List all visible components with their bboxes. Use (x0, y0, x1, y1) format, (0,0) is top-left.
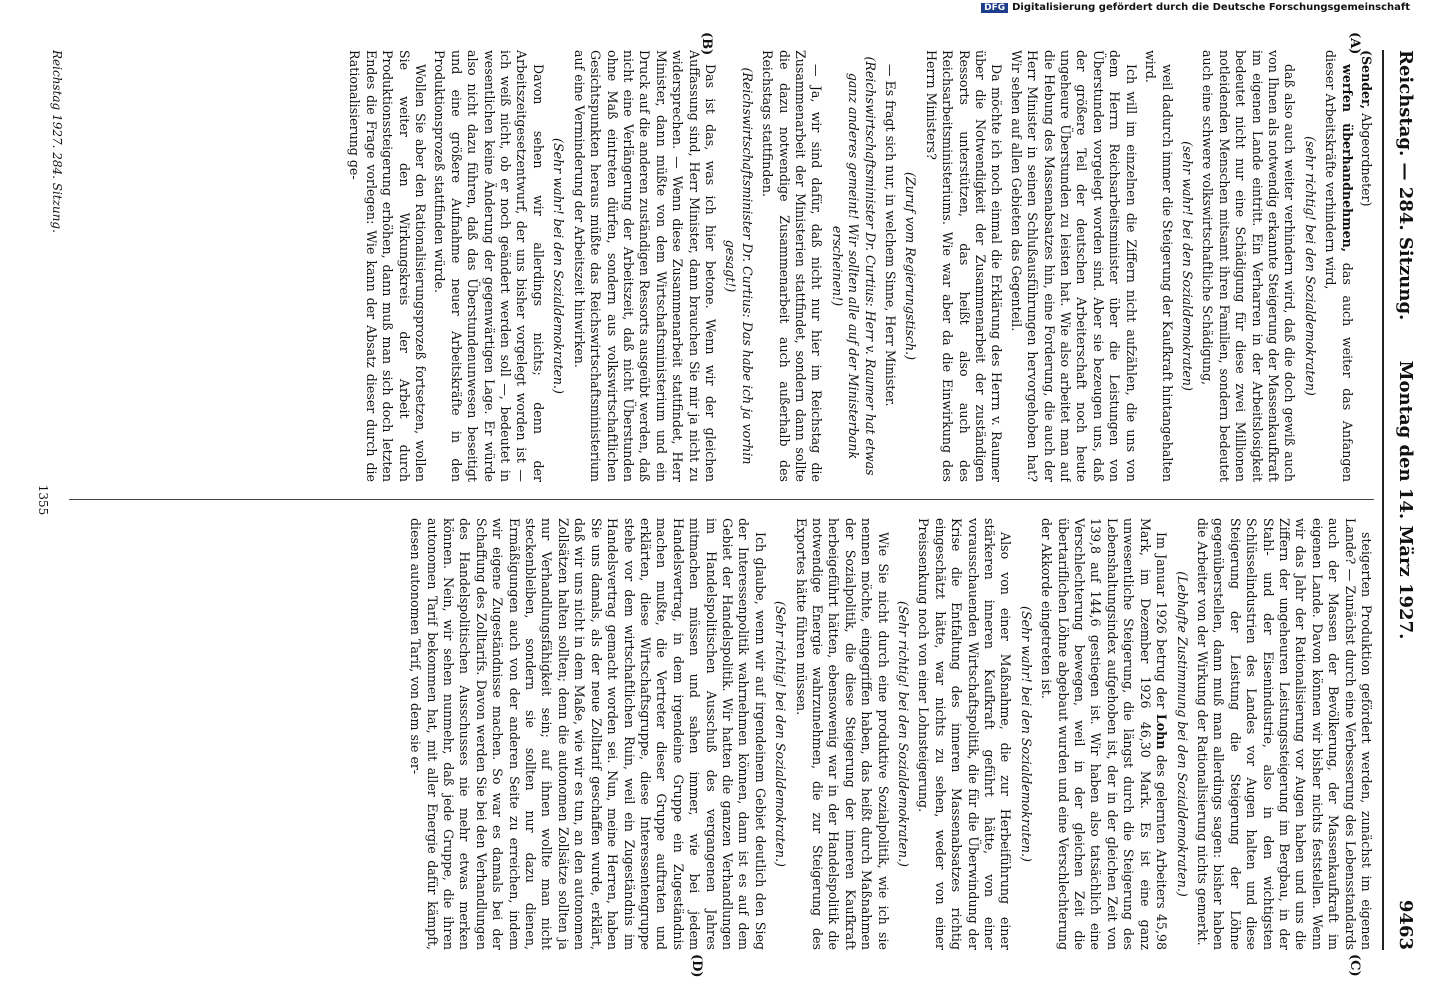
dfg-logo: DFG (981, 3, 1008, 13)
header-page-number: 9463 (1395, 899, 1416, 950)
digitization-text: Digitalisierung gefördert durch die Deutsche Forschungsgemeinschaft (1012, 2, 1410, 13)
interjection: (sehr richtig! bei den Sozialdemokraten) (1302, 136, 1318, 396)
left-text-column (69, 50, 1374, 482)
margin-mark-b: (B) (699, 32, 714, 56)
interjection: (Reichswirtschaftsminister Dr. Curtius: Herr v. Raumer hat etwas ganz anderes gemeint! Wir sollten alle auf der Ministerbank erscheinen!) (829, 56, 878, 476)
speaker-line (1358, 50, 1374, 482)
lead-text: Im Januar 1926 betrug der (1154, 532, 1170, 709)
speaker-name: (Sender, (1359, 50, 1374, 110)
text-paragraph: — Es fragt sich nur, in welchem Sinne, Herr Minister. (883, 64, 899, 407)
text-paragraph: Davon sehen wir allerdings nichts; denn der Arbeitszeitgesetzentwurf, der uns bisher vorgelegt worden ist — ich weiß nicht, ob er noch geändert werden soll —, bedeutet in wesentlichen keine Änderung der gegenwärtigen Lage. Er würde also nicht dazu führen, daß das Überstundenunwesen beseitigt und eine größere Aufnahme neuer Arbeitskräfte in den Produktionsprozeß stattfinden würde. (432, 50, 546, 482)
interjection: (Reichswirtschaftsminister Dr. Curtius: Das habe ich ja vorhin gesagt!) (723, 67, 755, 465)
interjection: (sehr wahr! bei den Sozialdemokraten) (1179, 141, 1195, 391)
margin-mark-d: (D) (689, 954, 704, 978)
text-paragraph: — Ja, wir sind dafür, daß nicht nur hier im Reichstag die Zusammenarbeit der Ministerien stattfindet, sondern dann sollte die dazu notwendige Zusammenarbeit auch außerhalb des Reichstags stattfinden. (760, 50, 825, 482)
interjection: (Sehr richtig! bei den Sozialdemokraten.) (896, 601, 912, 867)
text-paragraph: daß also auch weiter verhindern wird, daß die doch gewiß auch von Ihnen als notwendig erkannte Steigerung der Massenkaufkraft im eigenen Lande eintritt. Ein Verharren in der Arbeitslosigkeit bedeutet nicht nur eine Schädigung für diese zwei Millionen notleidenden Menschen mitsamt ihren Familien, sondern bedeutet auch eine schwere volkswirtschaftliche Schädigung, (1200, 50, 1298, 482)
text-paragraph: Da möchte ich noch einmal die Erklärung des Herrn v. Raumer über die Notwendigkeit der Zusammenarbeit der zuständigen Ressorts unterstützen, das heißt also auch des Reichsarbeitsministeriums. Wie war aber da die Einwirkung des Herrn Ministers? (923, 50, 1005, 482)
header-rule (1382, 50, 1384, 950)
text-paragraph: werfen überhandnehmen, das auch weiter das Anfangen dieser Arbeitskräfte verhindern wird, (1323, 50, 1355, 482)
interjection: (Zuruf vom Regierungstisch.) (903, 171, 919, 361)
interjection: (Sehr wahr! bei den Sozialdemokraten.) (551, 138, 567, 394)
header-center: Montag den 14. März 1927. (1395, 360, 1416, 640)
text-paragraph: Im Januar 1926 betrug der Lohn des gelernten Arbeiters 45,98 Mark, im Dezember 1926 46,30 Mark. Es ist eine ganz unwesentliche Steigerung, die längst durch die Steigerung des Lebenshaltungsindex aufgehoben ist, der in der gleichen Zeit von 139,8 auf 144,6 gestiegen ist. Wir haben also tatsächlich eine Verschlechterung bewegen, weil in der gleichen Zeit die übertariflichen Löhne abgebaut wurden und eine Verschlechterung der Akkorde eingetreten ist. (1039, 518, 1170, 950)
speaker-role: Abgeordneter) (1359, 113, 1374, 207)
interjection: (Sehr wahr! bei den Sozialdemokraten.) (1018, 606, 1034, 862)
interjection: (Sehr richtig! bei den Sozialdemokraten.) (773, 601, 789, 867)
column-divider (69, 499, 1374, 500)
text-paragraph: Ich will im einzelnen die Ziffern nicht aufzählen, die uns von dem Herrn Reichsarbeitsminister über die Leistungen von Überstunden vorgelegt worden sind. Aber sie bezeugen uns, daß der größere Teil der deutschen Arbeiterschaft noch heute ungeheure Überstunden zu leisten hat. Wie also arbeitet man auf die Hebung des Massenabsatzes hin, eine Forderung, die auch der Herr Minister in seinen Schlußausführungen hervorgehoben hat? Wir sehen auf allen Gebieten das Gegenteil. (1008, 50, 1139, 482)
header-left: Reichstag. — 284. Sitzung. (1395, 50, 1416, 321)
text-paragraph: steigerten Produktion gefördert werden, zunächst im eigenen Lande? — Zunächst durch eine Verbesserung des Lebensstandards auch der Massen der Bevölkerung, der Massenkaufkraft im eigenen Lande. Davon können wir bisher nichts feststellen. Wenn wir das Jahr der Rationalisierung vor Augen haben und uns die Ziffern der ungeheuren Leistungssteigerung im Bergbau, in der Stahl- und der Eisenindustrie, also in den wichtigsten Schlüsselindustrien des Landes vor Augen halten und diese Steigerung der Leistung die Steigerung der Löhne gegenüberstellen, dann muß man allerdings sagen: bisher haben die Arbeiter von der Wirkung der Rationalisierung nichts gemerkt. (1194, 518, 1374, 950)
text-paragraph: weil dadurch immer die Steigerung der Kaufkraft hintangehalten wird. (1143, 50, 1175, 482)
text-paragraph: Das ist das, was ich hier betone. Wenn wir der gleichen Auffassung sind, Herr Minister, dann brauchen Sie mir ja nicht zu widersprechen. — Wenn diese Zusammenarbeit stattfindet, Herr Minister, dann müßte von dem Wirtschaftsministerium und ein Druck auf die anderen zuständigen Ressorts ausgeübt werden, daß nicht eine Verlängerung der Arbeitszeit, daß nicht Überstunden ohne Maß eintreten dürfen, sondern aus volkswirtschaftlichen Gesichtspunkten heraus müßte das Reichswirtschaftsministerium auf eine Verminderung der Arbeitszeit hinwirken. (571, 50, 718, 482)
text-paragraph: Also von einer Maßnahme, die zur Herbeiführung einer stärkeren inneren Kaufkraft geführt hätte, von einer vorausschauenden Wirtschaftspolitik, die für die Überwindung der Krise die Entfaltung des inneren Massenabsatzes richtig eingeschätzt hätte, war nichts zu sehen, weder von einer Preissenkung noch von einer Lohnsteigerung. (916, 518, 1014, 950)
lead-text: werfen überhandnehmen, (1339, 64, 1355, 253)
emphasis-text: Lohn (1154, 713, 1170, 750)
text-paragraph: Wollen Sie aber den Rationalisierungsprozeß fortsetzen, wollen Sie weiter den Wirkungskreis der Arbeit durch Produktionssteigerung erhöhen, dann muß man sich doch letzten Endes die Frage vorlegen: Wie kann der Absatz dieser durch die Rationalisierung ge- (347, 50, 429, 482)
margin-mark-a: (A) (1347, 32, 1362, 55)
right-text-column (69, 518, 1374, 950)
interjection: (Lebhafte Zustimmung bei den Sozialdemokraten.) (1174, 571, 1190, 897)
margin-mark-c: (C) (1347, 954, 1362, 977)
digitization-note (981, 2, 1410, 13)
text-paragraph: Ich glaube, wenn wir auf irgendeinem Gebiet deutlich den Sieg der Interessenpolitik wahrnehmen können, dann ist es auf dem Gebiet der Handelspolitik. Wir hatten die ganzen Verhandlungen im Handelspolitischen Ausschuß des vergangenen Jahres mitmachen müssen und sahen immer, wie bei jedem Handelsvertrag, in dem irgendeine Gruppe ein Zugeständnis machen mußte, die Vertreter dieser Gruppe auftraten und erklärten, diese Wirtschaftsgruppe, diese Interessentengruppe stehe vor dem wirtschaftlichen Ruin, weil ein Zugeständnis im Handelsvertrag gemacht worden sei. Nun, meine Herren, haben Sie uns damals, als der neue Zolltarif geschaffen wurde, erklärt, daß wir uns nicht in dem Maße, wie wir es tun, an den autonomen Zollsätzen halten sollten; denn die autonomen Zollsätze sollten ja nur Verhandlungsfähigkeit sein; auf ihnen wollte man nicht steckenbleiben, sondern sie sollten nur dazu dienen, Ermäßigungen auch von der anderen Seite zu erreichen, indem wir eigene Zugeständnisse machen. So war es damals bei der Schaffung des Zolltarifs. Davon werden Sie bei den Verhandlungen des Handelspolitischen Ausschusses nie mehr etwas merken können. Nein, wir sehen nunmehr, daß jede Gruppe, die ihren autonomen Tarif bekommen hat, mit aller Energie dafür kämpft, diesen autonomen Tarif, von dem sie er- (408, 518, 768, 950)
page-header (1382, 50, 1416, 950)
footer-session: Reichstag 1927. 284. Sitzung. (50, 50, 64, 233)
footer-page-number: 1355 (36, 484, 50, 516)
text-paragraph: Wie Sie nicht durch eine produktive Sozialpolitik, wie ich sie nennen möchte, eingegriffen haben, das heißt durch Maßnahmen der Sozialpolitik, die diese Steigerung der inneren Kaufkraft herbeigeführt hätten, ebensowenig war in der Handelspolitik die notwendige Energie wahrzunehmen, die zur Steigerung des Exportes hätte führen müssen. (793, 518, 891, 950)
